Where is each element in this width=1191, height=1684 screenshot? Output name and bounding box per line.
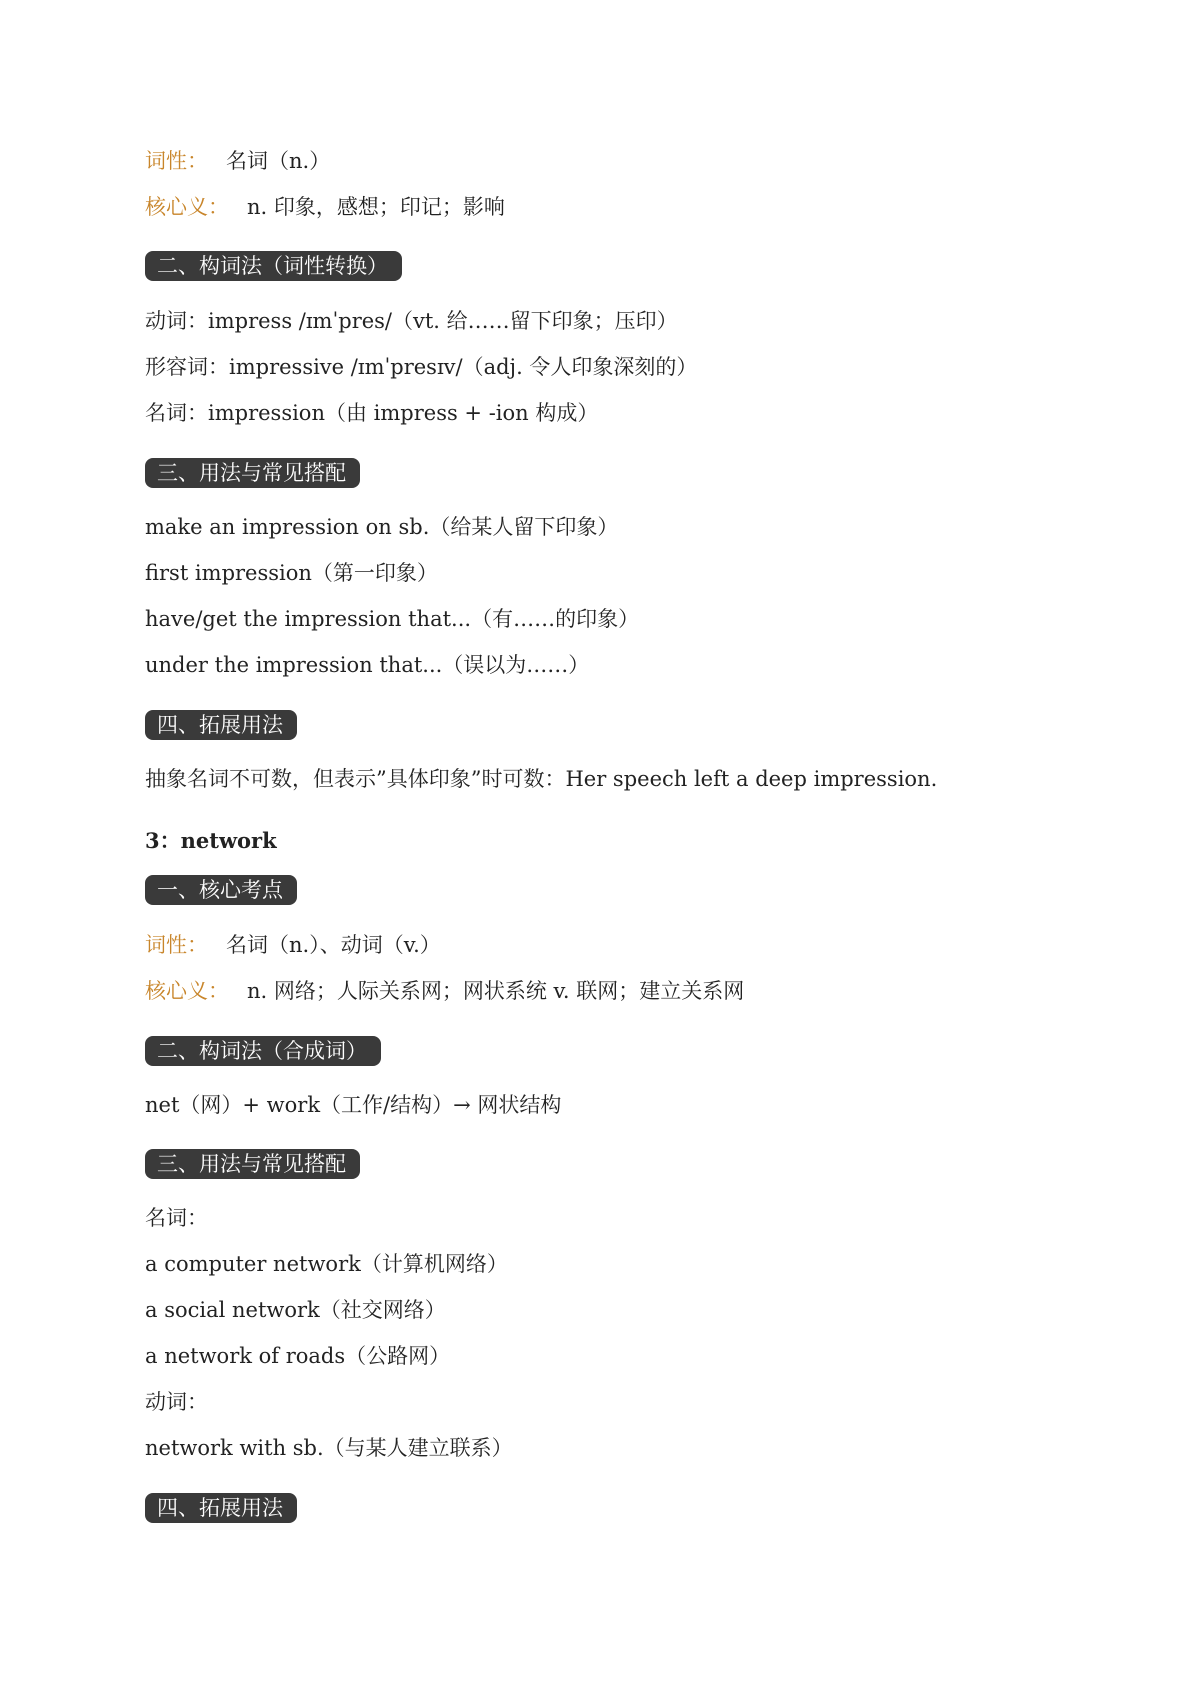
- list-item: 动词：: [145, 1390, 208, 1414]
- core-meaning-label: 核心义：: [145, 979, 229, 1003]
- list-item: 名词：impression（由 impress + -ion 构成）: [145, 401, 599, 425]
- list-item: make an impression on sb.（给某人留下印象）: [145, 515, 619, 539]
- core-meaning-value: n. 印象，感想；印记；影响: [247, 195, 505, 219]
- list-item: 动词：impress /ɪmˈpres/（vt. 给……留下印象；压印）: [145, 309, 678, 333]
- section-title-core: 一、核心考点: [145, 875, 297, 905]
- list-item: under the impression that...（误以为……）: [145, 653, 590, 677]
- list-item: a computer network（计算机网络）: [145, 1252, 508, 1276]
- section-title-extension: 四、拓展用法: [145, 710, 297, 740]
- core-meaning-value: n. 网络；人际关系网；网状系统 v. 联网；建立关系网: [247, 979, 745, 1003]
- list-item: a network of roads（公路网）: [145, 1344, 451, 1368]
- section-title-usage: 三、用法与常见搭配: [145, 1149, 360, 1179]
- formation-text: net（网）+ work（工作/结构）→ 网状结构: [145, 1093, 562, 1117]
- word-heading: 3：network: [145, 828, 277, 853]
- core-meaning-row: [145, 193, 505, 221]
- core-meaning-label: 核心义：: [145, 195, 229, 219]
- extension-text: 抽象名词不可数，但表示”具体印象”时可数：Her speech left a deep impression.: [145, 767, 938, 791]
- pos-row: [145, 931, 441, 959]
- section-title-word-formation: 二、构词法（合成词）: [145, 1036, 381, 1066]
- pos-row: [145, 147, 330, 175]
- pos-label: 词性：: [145, 933, 208, 957]
- pos-label: 词性：: [145, 149, 208, 173]
- list-item: have/get the impression that...（有……的印象）: [145, 607, 640, 631]
- pos-value: 名词（n.）: [226, 149, 331, 173]
- section-title-word-formation: 二、构词法（词性转换）: [145, 251, 402, 281]
- section-title-usage: 三、用法与常见搭配: [145, 458, 360, 488]
- list-item: first impression（第一印象）: [145, 561, 438, 585]
- list-item: network with sb.（与某人建立联系）: [145, 1436, 513, 1460]
- core-meaning-row: [145, 977, 744, 1005]
- list-item: 形容词：impressive /ɪmˈpresɪv/（adj. 令人印象深刻的）: [145, 355, 698, 379]
- list-item: a social network（社交网络）: [145, 1298, 446, 1322]
- list-item: 名词：: [145, 1206, 208, 1230]
- section-title-extension: 四、拓展用法: [145, 1493, 297, 1523]
- pos-value: 名词（n.）、动词（v.）: [226, 933, 441, 957]
